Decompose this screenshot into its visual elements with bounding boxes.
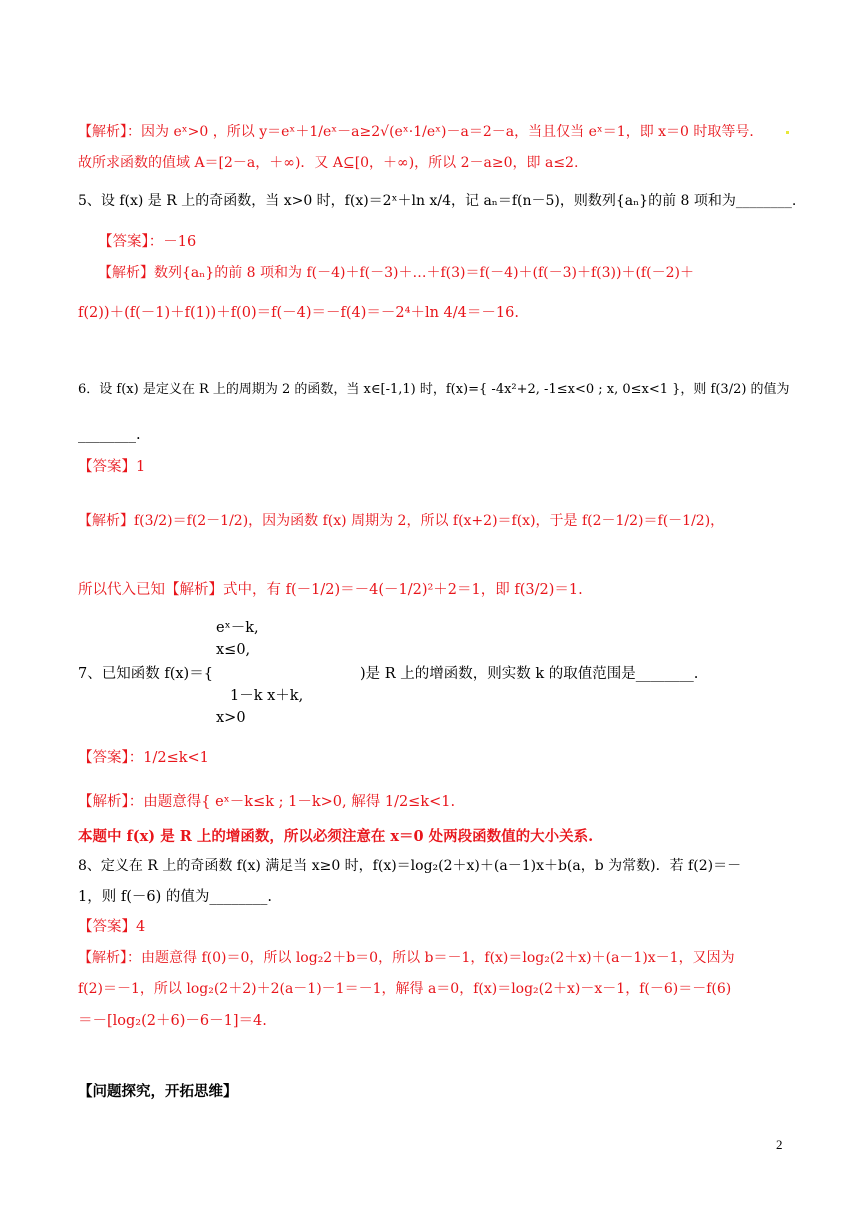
piecewise-7-top: eˣ－k, [216,620,259,636]
question-6: 6．设 f(x) 是定义在 R 上的周期为 2 的函数，当 x∈[-1,1) 时，f(x)={ -4x²+2, -1≤x<0 ; x, 0≤x<1 }，则 f(3/2) 的值为 [78,382,790,397]
analysis-8-line-2: f(2)＝－1，所以 log₂(2＋2)＋2(a－1)－1＝－1，解得 a＝0，f(x)＝log₂(2＋x)－x－1，f(－6)＝－f(6) [78,981,732,997]
analysis-7-note: 本题中 f(x) 是 R 上的增函数，所以必须注意在 x＝0 处两段函数值的大小关系. [78,828,594,845]
answer-8: 【答案】4 [78,919,146,935]
question-8-line-2: 1，则 f(－6) 的值为________. [78,889,272,905]
analysis-line-2: 故所求函数的值域 A＝[2－a，＋∞)．又 A⊆[0，＋∞)，所以 2－a≥0，即 a≤2. [78,155,579,171]
question-8: 8、定义在 R 上的奇函数 f(x) 满足当 x≥0 时，f(x)＝log₂(2＋x)＋(a－1)x＋b(a，b 为常数)．若 f(2)＝－ [78,858,742,874]
marker-dot [786,131,789,134]
section-heading: 【问题探究，开拓思维】 [78,1083,238,1100]
piecewise-7-cond1: x≤0, [216,642,251,658]
answer-5: 【答案】：－16 [98,234,197,250]
piecewise-7-cond2: x>0 [216,710,246,726]
analysis-5-line-1: 【解析】数列{aₙ}的前 8 项和为 f(－4)＋f(－3)＋…＋f(3)＝f(－4)＋(f(－3)＋f(3))＋(f(－2)＋ [98,265,694,281]
analysis-8-line-3: ＝－[log₂(2＋6)－6－1]＝4. [78,1013,267,1029]
answer-6: 【答案】1 [78,459,146,475]
analysis-5-line-2: f(2))＋(f(－1)＋f(1))＋f(0)＝f(－4)＝－f(4)＝－2⁴＋ln 4/4＝－16. [78,305,519,321]
analysis-7: 【解析】：由题意得{ eˣ－k≤k ; 1－k>0, 解得 1/2≤k<1. [78,794,456,810]
question-5: 5、设 f(x) 是 R 上的奇函数，当 x>0 时，f(x)＝2ˣ＋ln x/4，记 aₙ＝f(n－5)，则数列{aₙ}的前 8 项和为________. [78,193,797,209]
question-7-tail: )是 R 上的增函数，则实数 k 的取值范围是________. [360,666,699,682]
page-number: 2 [776,1137,783,1152]
question-6-blank: ________. [78,427,141,443]
question-7: 7、已知函数 f(x)＝{ [78,666,213,682]
answer-7: 【答案】：1/2≤k<1 [78,750,209,766]
piecewise-7-bottom: 1－k x＋k, [230,688,304,704]
analysis-6-line-1: 【解析】f(3/2)＝f(2－1/2)，因为函数 f(x) 周期为 2，所以 f(x+2)＝f(x)，于是 f(2－1/2)＝f(－1/2)， [78,513,725,529]
analysis-line-1: 【解析】：因为 eˣ>0 ，所以 y＝eˣ＋1/eˣ－a≥2√(eˣ·1/eˣ)－a＝2－a，当且仅当 eˣ＝1，即 x＝0 时取等号． [78,124,764,140]
analysis-8-line-1: 【解析】：由题意得 f(0)＝0，所以 log₂2＋b＝0，所以 b＝－1，f(x)＝log₂(2＋x)＋(a－1)x－1，又因为 [78,950,735,966]
analysis-6-line-2: 所以代入已知【解析】式中，有 f(－1/2)＝－4(－1/2)²＋2＝1，即 f(3/2)＝1. [78,582,583,598]
